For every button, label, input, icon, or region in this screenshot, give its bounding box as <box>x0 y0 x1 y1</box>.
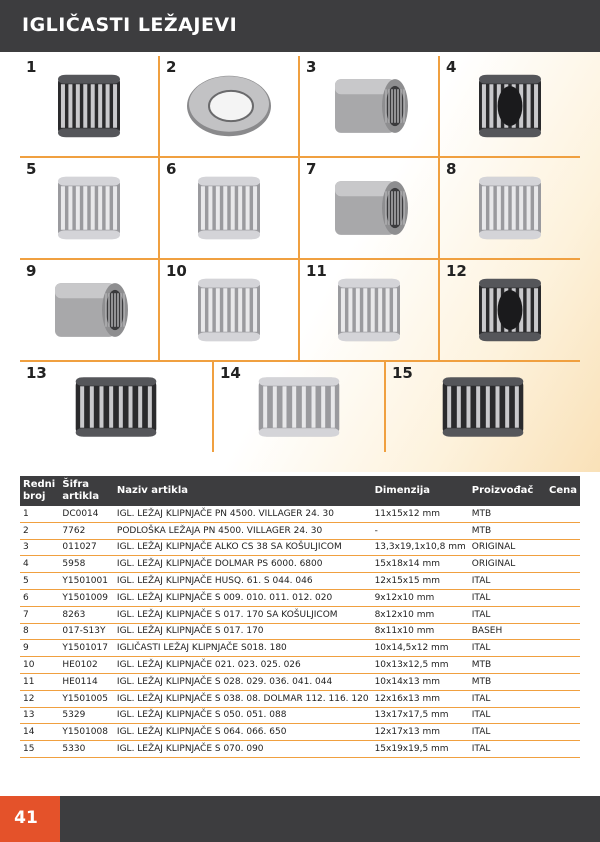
bearing-illustration <box>460 268 560 352</box>
manufacturer: ITAL <box>469 741 546 758</box>
bearing-illustration <box>179 64 279 148</box>
bearing-illustration <box>51 367 181 447</box>
price <box>546 589 580 606</box>
image-number: 11 <box>306 262 327 280</box>
table-row <box>20 573 580 590</box>
bearing-image <box>460 268 560 356</box>
article-name: IGL. LEŽAJ KLIPNJAČE HUSQ. 61. S 044. 046 <box>114 573 372 590</box>
dimension: 10x14x13 mm <box>372 673 469 690</box>
dimension: 12x15x15 mm <box>372 573 469 590</box>
image-cell <box>20 260 160 360</box>
table-row <box>20 556 580 573</box>
image-number: 9 <box>26 262 37 280</box>
table-row <box>20 522 580 539</box>
dimension: 9x12x10 mm <box>372 589 469 606</box>
column-header: Proizvođač <box>469 476 546 506</box>
bearing-image <box>319 64 419 152</box>
article-name: IGL. LEŽAJ KLIPNJAČE S 070. 090 <box>114 741 372 758</box>
price <box>546 707 580 724</box>
image-number: 7 <box>306 160 317 178</box>
manufacturer: ORIGINAL <box>469 556 546 573</box>
image-row <box>20 362 580 452</box>
image-cell <box>300 158 440 258</box>
row-number: 5 <box>20 573 59 590</box>
table-row <box>20 657 580 674</box>
price <box>546 556 580 573</box>
table-row <box>20 724 580 741</box>
manufacturer: MTB <box>469 506 546 522</box>
table-row <box>20 707 580 724</box>
article-code: Y1501009 <box>59 589 114 606</box>
price <box>546 623 580 640</box>
manufacturer: MTB <box>469 673 546 690</box>
bearing-illustration <box>460 64 560 148</box>
price <box>546 724 580 741</box>
manufacturer: ORIGINAL <box>469 539 546 556</box>
row-number: 11 <box>20 673 59 690</box>
manufacturer: MTB <box>469 657 546 674</box>
table-header-row <box>20 476 580 506</box>
row-number: 15 <box>20 741 59 758</box>
article-code: 011027 <box>59 539 114 556</box>
article-name: IGLIČASTI LEŽAJ KLIPNJAČE S018. 180 <box>114 640 372 657</box>
manufacturer: ITAL <box>469 589 546 606</box>
image-number: 5 <box>26 160 37 178</box>
table-row <box>20 623 580 640</box>
dimension: 10x14,5x12 mm <box>372 640 469 657</box>
dimension: - <box>372 522 469 539</box>
bearing-image <box>460 166 560 254</box>
image-number: 3 <box>306 58 317 76</box>
image-number: 13 <box>26 364 47 382</box>
image-row <box>20 260 580 362</box>
bearing-illustration <box>418 367 548 447</box>
article-name: IGL. LEŽAJ KLIPNJAČE S 064. 066. 650 <box>114 724 372 741</box>
article-code: HE0102 <box>59 657 114 674</box>
page-title: IGLIČASTI LEŽAJEVI <box>22 14 238 36</box>
column-header: Naziv artikla <box>114 476 372 506</box>
dimension: 11x15x12 mm <box>372 506 469 522</box>
page-number-badge <box>0 796 60 842</box>
article-name: IGL. LEŽAJ KLIPNJAČE DOLMAR PS 6000. 6800 <box>114 556 372 573</box>
bearing-illustration <box>39 268 139 352</box>
table-row <box>20 539 580 556</box>
row-number: 3 <box>20 539 59 556</box>
table-row <box>20 690 580 707</box>
bearing-illustration <box>319 64 419 148</box>
bearing-image <box>39 64 139 152</box>
article-code: 8263 <box>59 606 114 623</box>
article-name: IGL. LEŽAJ KLIPNJAČE S 009. 010. 011. 012. 020 <box>114 589 372 606</box>
row-number: 6 <box>20 589 59 606</box>
table-row <box>20 673 580 690</box>
dimension: 8x12x10 mm <box>372 606 469 623</box>
image-number: 8 <box>446 160 457 178</box>
article-name: IGL. LEŽAJ KLIPNJAČE S 017. 170 SA KOŠULJICOM <box>114 606 372 623</box>
image-cell <box>386 362 580 452</box>
bearing-image <box>179 64 279 152</box>
price <box>546 506 580 522</box>
row-number: 7 <box>20 606 59 623</box>
table-row <box>20 640 580 657</box>
manufacturer: ITAL <box>469 707 546 724</box>
image-cell <box>440 158 580 258</box>
row-number: 9 <box>20 640 59 657</box>
image-cell <box>300 56 440 156</box>
bearing-image <box>179 166 279 254</box>
image-cell <box>160 260 300 360</box>
article-code: Y1501008 <box>59 724 114 741</box>
dimension: 13x17x17,5 mm <box>372 707 469 724</box>
bearing-illustration <box>460 166 560 250</box>
dimension: 13,3x19,1x10,8 mm <box>372 539 469 556</box>
bearing-image <box>179 268 279 356</box>
price <box>546 522 580 539</box>
article-code: 7762 <box>59 522 114 539</box>
row-number: 10 <box>20 657 59 674</box>
manufacturer: BASEH <box>469 623 546 640</box>
image-cell <box>300 260 440 360</box>
dimension: 15x19x19,5 mm <box>372 741 469 758</box>
article-name: IGL. LEŽAJ KLIPNJAČE S 028. 029. 036. 041. 044 <box>114 673 372 690</box>
article-name: IGL. LEŽAJ KLIPNJAČE S 038. 08. DOLMAR 112. 116. 120 <box>114 690 372 707</box>
bearing-illustration <box>234 367 364 447</box>
price <box>546 573 580 590</box>
row-number: 1 <box>20 506 59 522</box>
article-name: IGL. LEŽAJ KLIPNJAČE 021. 023. 025. 026 <box>114 657 372 674</box>
article-code: Y1501001 <box>59 573 114 590</box>
page-footer <box>0 796 600 842</box>
row-number: 8 <box>20 623 59 640</box>
article-code: 5330 <box>59 741 114 758</box>
column-header: Redni broj <box>20 476 59 506</box>
page-header <box>0 0 600 52</box>
article-code: Y1501017 <box>59 640 114 657</box>
bearing-illustration <box>179 268 279 352</box>
page-number: 41 <box>14 808 38 828</box>
price <box>546 606 580 623</box>
table-row <box>20 506 580 522</box>
bearing-image <box>39 268 139 356</box>
bearing-image <box>319 166 419 254</box>
image-number: 6 <box>166 160 177 178</box>
manufacturer: ITAL <box>469 640 546 657</box>
column-header: Šifra artikla <box>59 476 114 506</box>
article-code: HE0114 <box>59 673 114 690</box>
image-cell <box>214 362 386 452</box>
column-header: Cena <box>546 476 580 506</box>
price <box>546 690 580 707</box>
table-row <box>20 606 580 623</box>
manufacturer: ITAL <box>469 690 546 707</box>
price <box>546 640 580 657</box>
bearing-illustration <box>39 166 139 250</box>
article-code: Y1501005 <box>59 690 114 707</box>
price <box>546 673 580 690</box>
table-row <box>20 741 580 758</box>
image-number: 1 <box>26 58 37 76</box>
bearing-illustration <box>319 268 419 352</box>
image-number: 12 <box>446 262 467 280</box>
manufacturer: MTB <box>469 522 546 539</box>
table-row <box>20 589 580 606</box>
row-number: 2 <box>20 522 59 539</box>
image-cell <box>160 56 300 156</box>
bearing-image <box>460 64 560 152</box>
price <box>546 539 580 556</box>
dimension: 10x13x12,5 mm <box>372 657 469 674</box>
article-code: 5329 <box>59 707 114 724</box>
image-cell <box>20 158 160 258</box>
bearing-illustration <box>179 166 279 250</box>
row-number: 12 <box>20 690 59 707</box>
dimension: 12x16x13 mm <box>372 690 469 707</box>
image-number: 4 <box>446 58 457 76</box>
article-code: DC0014 <box>59 506 114 522</box>
manufacturer: ITAL <box>469 606 546 623</box>
image-row <box>20 158 580 260</box>
image-cell <box>440 56 580 156</box>
article-code: 017-S13Y <box>59 623 114 640</box>
image-cell <box>20 362 214 452</box>
image-number: 14 <box>220 364 241 382</box>
bearing-illustration <box>319 166 419 250</box>
bearing-illustration <box>39 64 139 148</box>
image-cell <box>160 158 300 258</box>
price <box>546 657 580 674</box>
row-number: 4 <box>20 556 59 573</box>
image-cell <box>440 260 580 360</box>
manufacturer: ITAL <box>469 573 546 590</box>
article-name: IGL. LEŽAJ KLIPNJAČE S 017. 170 <box>114 623 372 640</box>
dimension: 8x11x10 mm <box>372 623 469 640</box>
article-code: 5958 <box>59 556 114 573</box>
article-name: IGL. LEŽAJ KLIPNJAČE ALKO CS 38 SA KOŠULJICOM <box>114 539 372 556</box>
bearing-image <box>51 367 181 451</box>
image-row <box>20 56 580 158</box>
dimension: 15x18x14 mm <box>372 556 469 573</box>
product-image-grid <box>20 56 580 452</box>
price <box>546 741 580 758</box>
article-name: IGL. LEŽAJ KLIPNJAČE S 050. 051. 088 <box>114 707 372 724</box>
article-name: PODLOŠKA LEŽAJA PN 4500. VILLAGER 24. 30 <box>114 522 372 539</box>
image-cell <box>20 56 160 156</box>
image-number: 15 <box>392 364 413 382</box>
product-table <box>20 476 580 758</box>
dimension: 12x17x13 mm <box>372 724 469 741</box>
bearing-image <box>319 268 419 356</box>
bearing-image <box>234 367 364 451</box>
bearing-image <box>39 166 139 254</box>
bearing-image <box>418 367 548 451</box>
row-number: 14 <box>20 724 59 741</box>
image-number: 2 <box>166 58 177 76</box>
manufacturer: ITAL <box>469 724 546 741</box>
article-name: IGL. LEŽAJ KLIPNJAČE PN 4500. VILLAGER 24. 30 <box>114 506 372 522</box>
column-header: Dimenzija <box>372 476 469 506</box>
image-number: 10 <box>166 262 187 280</box>
row-number: 13 <box>20 707 59 724</box>
